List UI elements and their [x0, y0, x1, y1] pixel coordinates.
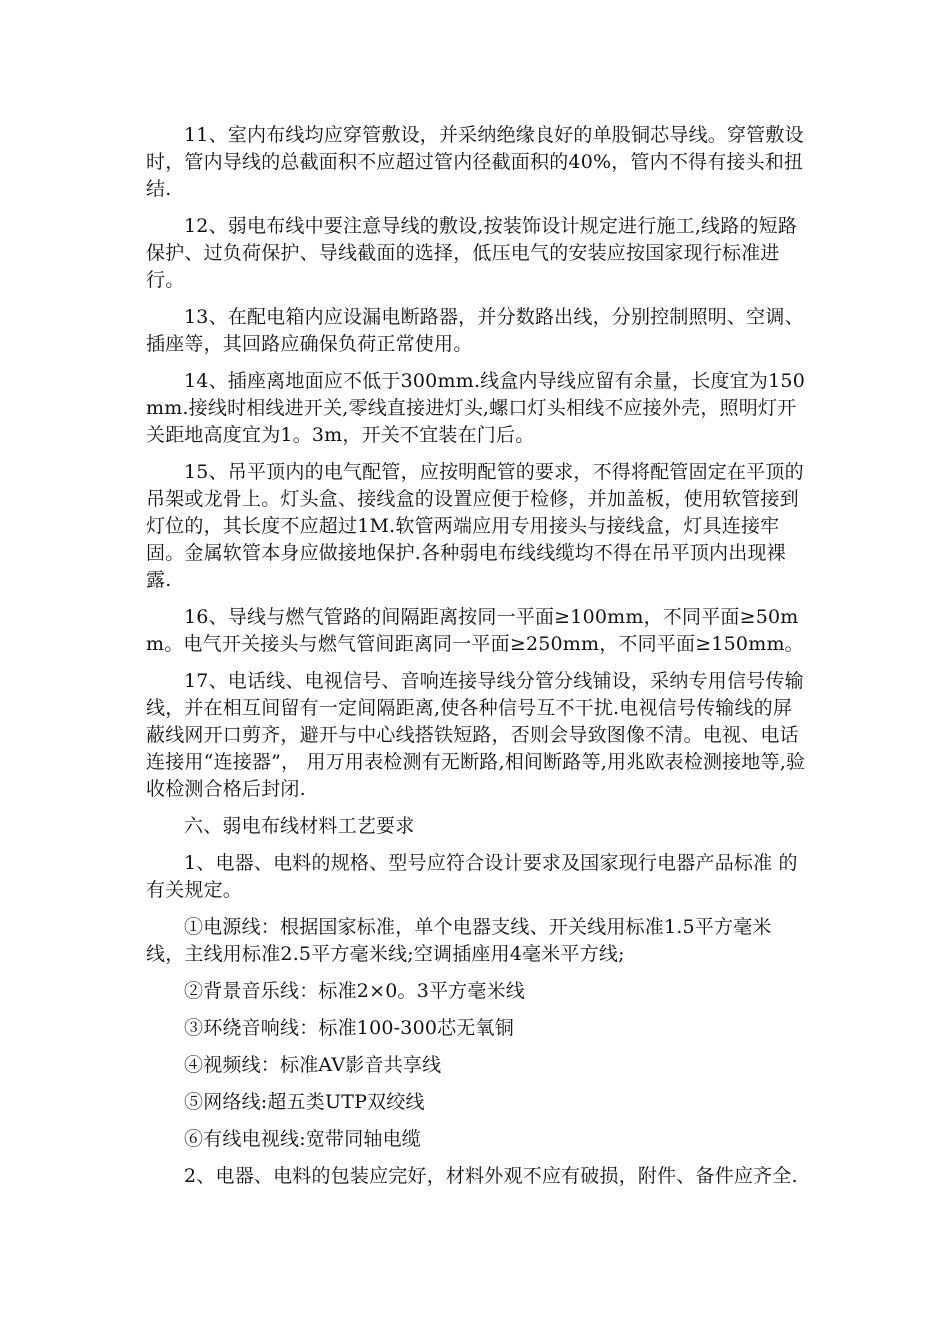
- list-item-power-cable: ①电源线：根据国家标准，单个电器支线、开关线用标准1.5平方毫米线，主线用标准2.5平方毫米线;空调插座用4毫米平方线;: [146, 916, 772, 965]
- paragraph-17: 17、电话线、电视信号、音响连接导线分管分线铺设，采纳专用信号传输线，并在相互间留有一定间隔距离,使各种信号互不干扰.电视信号传输线的屏蔽线网开口剪齐，避开与中心线搭铁短路，否则会导致图像不清。电视、电话连接用“连接器”， 用万用表检测有无断路,相间断路等,用兆欧表检测接地等,验收检测合格后封闭.: [146, 670, 806, 800]
- list-item-surround-cable: ③环绕音响线：标准100-300芯无氧铜: [184, 1017, 514, 1039]
- paragraph-13: 13、在配电箱内应设漏电断路器，并分数路出线，分别控制照明、空调、插座等，其回路应确保负荷正常使用。: [146, 306, 804, 355]
- paragraph-12: 12、弱电布线中要注意导线的敷设,按装饰设计规定进行施工,线路的短路保护、过负荷保护、导线截面的选择，低压电气的安装应按国家现行标准进行。: [146, 215, 798, 291]
- paragraph-materials-2: 2、电器、电料的包装应完好，材料外观不应有破损，附件、备件应齐全.: [184, 1165, 798, 1187]
- paragraph-14: 14、插座离地面应不低于300mm.线盒内导线应留有余量，长度宜为150mm.接线时相线进开关,零线直接进灯头,螺口灯头相线不应接外壳，照明灯开关距地高度宜为1。3m，开关不宜装在门后。: [146, 370, 805, 446]
- list-item-tv-cable: ⑥有线电视线:宽带同轴电缆: [184, 1128, 422, 1150]
- paragraph-materials-1: 1、电器、电料的规格、型号应符合设计要求及国家现行电器产品标准 的有关规定。: [146, 852, 798, 901]
- paragraph-16: 16、导线与燃气管路的间隔距离按同一平面≥100mm，不同平面≥50mm。电气开关接头与燃气管间距离同一平面≥250mm，不同平面≥150mm。: [146, 606, 804, 655]
- paragraph-11: 11、室内布线均应穿管敷设，并采纳绝缘良好的单股铜芯导线。穿管敷设时，管内导线的总截面积不应超过管内径截面积的40%，管内不得有接头和扭结.: [146, 124, 804, 200]
- list-item-network-cable: ⑤网络线:超五类UTP双绞线: [184, 1091, 425, 1113]
- paragraph-15: 15、吊平顶内的电气配管，应按明配管的要求，不得将配管固定在平顶的吊架或龙骨上。灯头盒、接线盒的设置应便于检修，并加盖板，使用软管接到灯位的，其长度不应超过1M.软管两端应用专用接头与接线盒，灯具连接牢固。金属软管本身应做接地保护.各种弱电布线线缆均不得在吊平顶内出现裸露.: [146, 461, 804, 591]
- list-item-music-cable: ②背景音乐线：标准2×0。3平方毫米线: [184, 980, 525, 1002]
- document-body: [146, 122, 810, 1200]
- list-item-video-cable: ④视频线：标准AV影音共享线: [184, 1054, 442, 1076]
- section-heading-6: 六、弱电布线材料工艺要求: [184, 815, 415, 837]
